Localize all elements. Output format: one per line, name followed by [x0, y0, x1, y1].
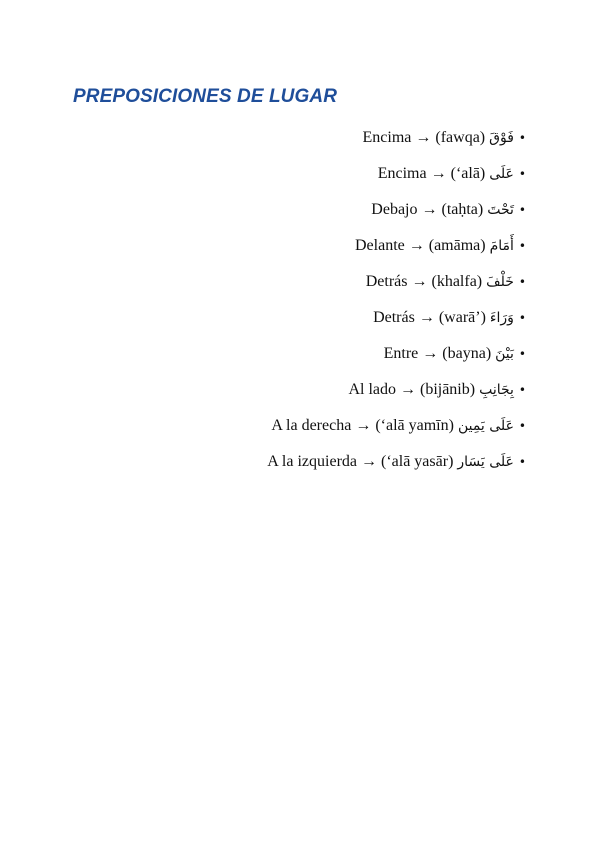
spanish-word: Encima — [377, 165, 427, 182]
list-item — [267, 156, 526, 192]
list-item — [267, 228, 526, 264]
arrow: → — [422, 345, 439, 362]
arabic-word: وَرَاءَ — [489, 310, 514, 326]
arrow: → — [355, 417, 372, 434]
page-title: PREPOSICIONES DE LUGAR — [73, 86, 338, 107]
arabic-word: بَيْنَ — [495, 346, 514, 362]
arabic-word: أَمَامَ — [489, 238, 514, 254]
list-item — [267, 264, 526, 300]
arabic-word: فَوْقَ — [489, 130, 514, 146]
spanish-word: Delante — [354, 237, 405, 254]
bullet-icon: • — [518, 347, 526, 361]
arrow: → — [411, 273, 428, 290]
list-item — [267, 372, 526, 408]
bullet-icon: • — [518, 383, 526, 397]
transliteration: (ʻalā yasār) — [381, 453, 454, 470]
transliteration: (amāma) — [428, 237, 486, 254]
spanish-word: A la izquierda — [267, 453, 357, 470]
arrow: → — [430, 165, 447, 182]
arrow: → — [421, 201, 438, 218]
arabic-word: خَلْفَ — [486, 274, 514, 290]
bullet-icon: • — [518, 419, 526, 433]
spanish-word: Detrás — [373, 309, 415, 326]
transliteration: (ʻalā) — [450, 165, 486, 182]
arrow: → — [415, 129, 432, 146]
spanish-word: Entre — [383, 345, 419, 362]
bullet-icon: • — [518, 311, 526, 325]
bullet-icon: • — [518, 203, 526, 217]
transliteration: (bayna) — [442, 345, 492, 362]
transliteration: (fawqa) — [435, 129, 486, 146]
bullet-icon: • — [518, 455, 526, 469]
spanish-word: A la derecha — [271, 417, 352, 434]
transliteration: (warāʼ) — [438, 309, 486, 326]
arabic-word: عَلَى يَسَار — [457, 454, 514, 470]
list-item — [267, 192, 526, 228]
spanish-word: Debajo — [371, 201, 418, 218]
spanish-word: Detrás — [365, 273, 408, 290]
list-item — [267, 300, 526, 336]
list-item — [267, 120, 526, 156]
transliteration: (bijānib) — [419, 381, 476, 398]
arabic-word: بِجَانِبِ — [479, 382, 514, 398]
list-item — [267, 444, 526, 480]
arabic-word: عَلَى — [489, 166, 514, 182]
spanish-word: Encima — [362, 129, 412, 146]
arabic-word: عَلَى يَمِين — [457, 418, 514, 434]
bullet-icon: • — [518, 275, 526, 289]
arrow: → — [361, 453, 377, 470]
list-item — [267, 408, 526, 444]
spanish-word: Al lado — [348, 381, 396, 398]
transliteration: (khalfa) — [431, 273, 483, 290]
transliteration: (ʻalā yamīn) — [375, 417, 454, 434]
bullet-icon: • — [518, 239, 526, 253]
list-item — [267, 336, 526, 372]
arrow: → — [418, 309, 435, 326]
bullet-icon: • — [518, 167, 526, 181]
arabic-word: تَحْتَ — [487, 202, 514, 218]
arrow: → — [408, 237, 425, 254]
transliteration: (taḥta) — [441, 201, 484, 218]
prepositions-list — [267, 120, 526, 480]
bullet-icon: • — [518, 131, 526, 145]
arrow: → — [399, 381, 416, 398]
